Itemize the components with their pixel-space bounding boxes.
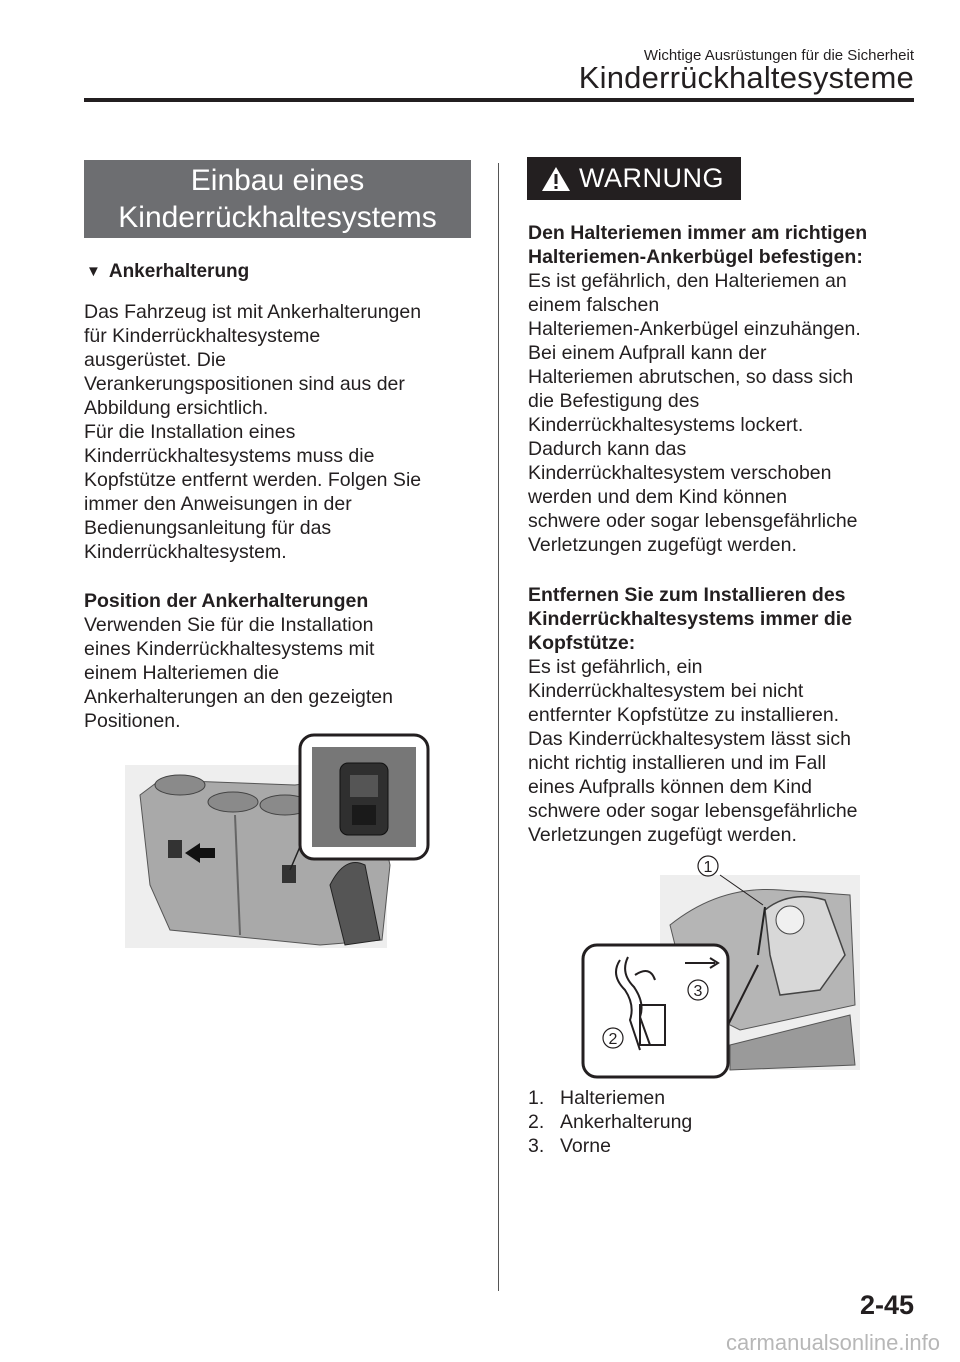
legend-label: Vorne: [560, 1135, 611, 1157]
subheading-label: Ankerhalterung: [108, 261, 250, 282]
section-title-line1: Einbau eines: [190, 164, 365, 197]
column-divider: [498, 163, 499, 1291]
tether-strap-illustration: [580, 845, 865, 1080]
header-rule: [84, 98, 914, 102]
legend-label: Ankerhalterung: [560, 1111, 693, 1133]
legend-number: 1.: [528, 1087, 545, 1109]
triangle-down-icon: ▼: [86, 263, 101, 280]
callout-3: 3: [693, 983, 703, 1000]
position-heading: Position der Ankerhalterungen: [84, 590, 369, 612]
intro-paragraph: Das Fahrzeug ist mit Ankerhalterungen für Kinderrückhaltesysteme ausgerüstet. Die Verankerungspositionen sind aus der Abbildung ersichtlich. Für die Installation eines Kinderrückhaltesystems muss die Kopfstütze entfernt werden. Folgen Sie immer den Anweisungen in der Bedienungsanleitung für das Kinderrückhaltesystem.: [84, 301, 422, 563]
legend-item: [528, 1110, 692, 1134]
watermark: carmanualsonline.info: [725, 1330, 940, 1355]
warning-label: WARNUNG: [579, 163, 724, 193]
warning2-heading: Entfernen Sie zum Installieren des Kinderrückhaltesystems immer die Kopfstütze:: [528, 584, 853, 654]
section-title-box: [84, 160, 471, 238]
callout-1: 1: [703, 859, 713, 876]
legend-number: 3.: [528, 1135, 545, 1157]
warning-triangle-icon: [541, 166, 571, 192]
warning-banner: [527, 157, 741, 200]
legend-item: [528, 1134, 611, 1158]
callout-2: 2: [608, 1031, 618, 1048]
subheading: [86, 261, 249, 283]
warning1-heading: Den Halteriemen immer am richtigen Halteriemen-Ankerbügel befestigen:: [528, 222, 868, 268]
header-title: Kinderrückhaltesysteme: [578, 60, 914, 95]
warning1-body: Es ist gefährlich, den Halteriemen an einem falschen Halteriemen-Ankerbügel einzuhängen. Bei einem Aufprall kann der Halteriemen abrutschen, so dass sich die Befestigung des Kinderrückhaltesystems lockert. Dadurch kann das Kinderrückhaltesystem verschoben werden und dem Kind können schwere oder sogar lebensgefährliche Verletzungen zugefügt werden.: [528, 270, 861, 556]
header-section-label: Wichtige Ausrüstungen für die Sicherheit: [643, 47, 914, 64]
legend-item: [528, 1086, 665, 1110]
section-title-line2: Kinderrückhaltesystems: [118, 201, 437, 234]
warning2-body: Es ist gefährlich, ein Kinderrückhaltesystem bei nicht entfernter Kopfstütze zu installieren. Das Kinderrückhaltesystem lässt sich nicht richtig installieren und im Fall eines Aufpralls können dem Kind schwere oder sogar lebensgefährliche Verletzungen zugefügt werden.: [528, 656, 858, 846]
legend-number: 2.: [528, 1111, 545, 1133]
position-paragraph: Verwenden Sie für die Installation eines Kinderrückhaltesystems mit einem Halteriemen die Ankerhalterungen an den gezeigten Positionen.: [84, 614, 393, 732]
rear-seat-anchor-illustration: [120, 735, 440, 950]
legend-label: Halteriemen: [560, 1087, 666, 1109]
page-number: 2-45: [859, 1290, 914, 1320]
